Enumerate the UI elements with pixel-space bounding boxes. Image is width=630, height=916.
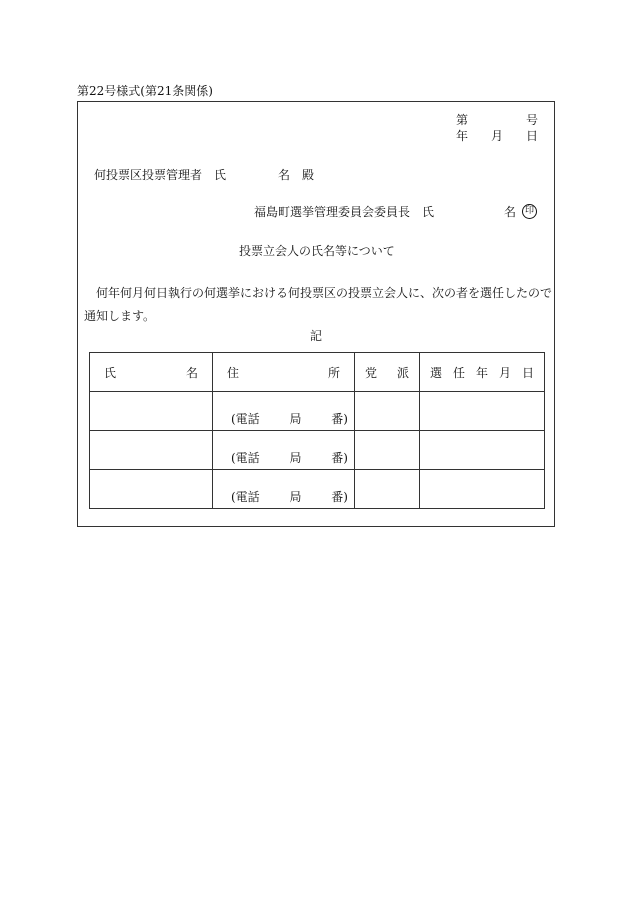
- header-char: 年: [475, 365, 488, 380]
- address-cell[interactable]: [213, 431, 355, 470]
- name-cell[interactable]: [90, 470, 213, 509]
- header-address-chars: [213, 364, 354, 381]
- header-char: 名: [185, 365, 198, 380]
- document-date: [456, 129, 538, 143]
- header-party-chars: [355, 364, 419, 381]
- date-cell[interactable]: [420, 470, 545, 509]
- header-party: [355, 353, 420, 392]
- tel-ban: 番): [331, 490, 348, 504]
- tel-kyoku: 局: [289, 412, 302, 426]
- ki-heading: 記: [310, 329, 323, 343]
- header-name: [90, 353, 213, 392]
- addressee-title: 何投票区投票管理者 氏: [94, 168, 227, 182]
- sender-name: [504, 205, 537, 220]
- date-day: 日: [525, 129, 538, 143]
- header-date: [420, 353, 545, 392]
- header-name-chars: [90, 364, 212, 381]
- table-row: [90, 470, 545, 509]
- doc-no-suffix: 号: [525, 113, 538, 127]
- table-row: [90, 392, 545, 431]
- seal-icon: 印: [522, 204, 537, 219]
- tel-kyoku: 局: [289, 451, 302, 465]
- sender-title: 福島町選挙管理委員会委員長 氏: [254, 205, 435, 219]
- party-cell[interactable]: [355, 470, 420, 509]
- header-char: 任: [452, 365, 465, 380]
- date-cell[interactable]: [420, 431, 545, 470]
- party-cell[interactable]: [355, 431, 420, 470]
- header-char: 党: [365, 365, 378, 380]
- addressee-honorific: 名 殿: [278, 168, 315, 182]
- tel-open: (電話: [231, 451, 260, 465]
- tel-line: [231, 449, 348, 466]
- header-char: 所: [327, 365, 340, 380]
- table-row: [90, 431, 545, 470]
- date-month: 月: [490, 129, 503, 143]
- witness-table: [89, 352, 545, 509]
- tel-line: [231, 488, 348, 505]
- header-char: 派: [396, 365, 409, 380]
- tel-kyoku: 局: [289, 490, 302, 504]
- date-cell[interactable]: [420, 392, 545, 431]
- header-char: 日: [521, 365, 534, 380]
- address-cell[interactable]: [213, 392, 355, 431]
- tel-ban: 番): [331, 451, 348, 465]
- table-header-row: [90, 353, 545, 392]
- name-cell[interactable]: [90, 431, 213, 470]
- tel-line: [231, 410, 348, 427]
- header-date-chars: [420, 364, 544, 381]
- tel-ban: 番): [331, 412, 348, 426]
- name-cell[interactable]: [90, 392, 213, 431]
- doc-no-label: 第: [456, 113, 469, 127]
- addressee: [94, 168, 314, 182]
- date-year: 年: [456, 129, 469, 143]
- header-char: 氏: [104, 365, 117, 380]
- address-cell[interactable]: [213, 470, 355, 509]
- header-char: 選: [430, 365, 443, 380]
- form-number: 第22号様式(第21条関係): [77, 84, 213, 98]
- header-char: 住: [227, 365, 240, 380]
- header-char: 月: [498, 365, 511, 380]
- tel-open: (電話: [231, 412, 260, 426]
- body-text: 何年何月何日執行の何選挙における何投票区の投票立会人に、次の者を選任したので通知します。: [84, 286, 553, 323]
- sender-name-label: 名: [504, 205, 517, 219]
- party-cell[interactable]: [355, 392, 420, 431]
- tel-open: (電話: [231, 490, 260, 504]
- subject: 投票立会人の氏名等について: [239, 244, 395, 258]
- document-number: [456, 113, 538, 127]
- header-address: [213, 353, 355, 392]
